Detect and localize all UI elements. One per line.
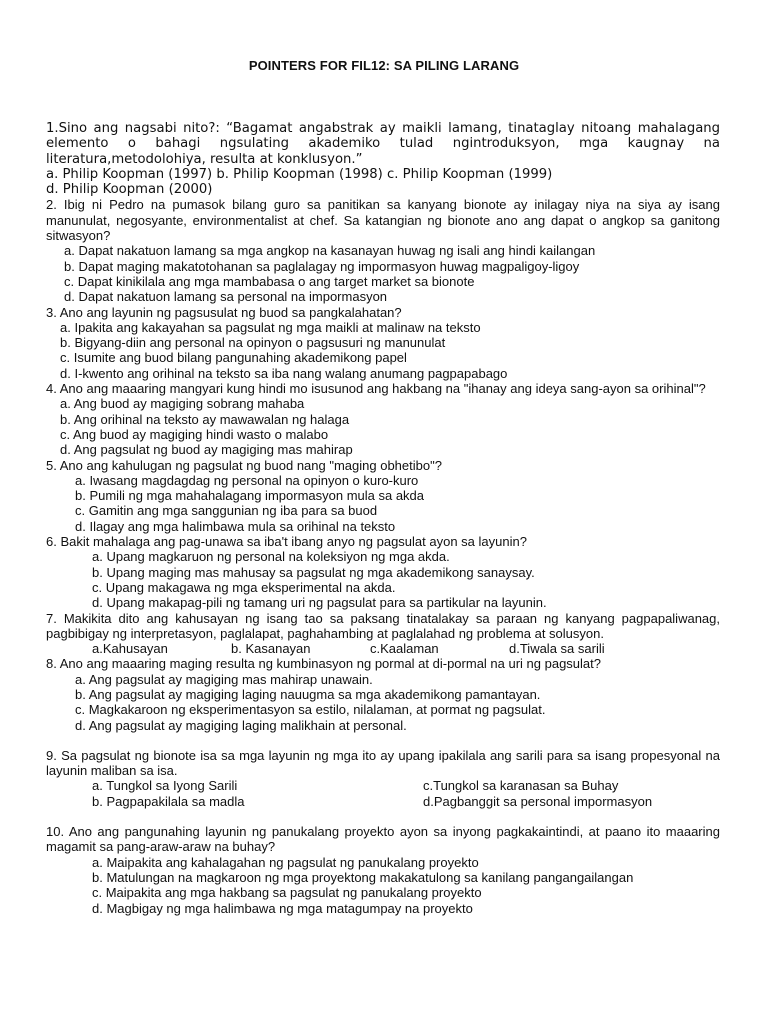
question-list [46, 121, 720, 916]
question-9 [46, 748, 720, 809]
question-10-option-a: a. Maipakita ang kahalagahan ng pagsulat ng panukalang proyekto [92, 854, 479, 870]
question-1-stem: 1.Sino ang nagsabi nito?: “Bagamat angabstrak ay maikli lamang, tinataglay nitoang mahalagang elemento o bahagi ngsulating akademiko tulad ngintroduksyon, mga kaugnay na literatura,metodolohiya, resulta at konklusyon.” [46, 121, 720, 167]
question-6 [46, 534, 720, 610]
question-3 [46, 305, 720, 381]
question-9-options [46, 778, 720, 809]
question-1-options-abc: a. Philip Koopman (1997) b. Philip Koopman (1998) c. Philip Koopman (1999) [46, 166, 553, 182]
question-2-option-a: a. Dapat nakatuon lamang sa mga angkop na kasanayan huwag ng isali ang hindi kailangan [64, 243, 596, 259]
question-4-option-c: c. Ang buod ay magiging hindi wasto o malabo [60, 426, 329, 442]
question-6-option-a: a. Upang magkaruon ng personal na koleksiyon ng mga akda. [92, 549, 450, 565]
question-10-option-b: b. Matulungan na magkaroon ng mga proyektong makakatulong sa kanilang pangangailangan [92, 869, 634, 885]
question-10 [46, 824, 720, 916]
question-8-option-c: c. Magkakaroon ng eksperimentasyon sa estilo, nilalaman, at pormat ng pagsulat. [75, 702, 546, 718]
question-3-stem: 3. Ano ang layunin ng pagsusulat ng buod sa pangkalahatan? [46, 304, 402, 320]
question-2-option-c: c. Dapat kinikilala ang mga mambabasa o ang target market sa bionote [64, 273, 475, 289]
question-1 [46, 121, 720, 197]
question-2-stem: 2. Ibig ni Pedro na pumasok bilang guro sa panitikan sa kanyang bionote ay inilagay niya na siya ay isang manunulat, negosyante, environmentalist at chef. Sa katangian ng bionote ano ang dapat o angkop sa ganitong sitwasyon? [46, 197, 720, 244]
question-9-option-a: a. Tungkol sa Iyong Sarili [92, 778, 238, 794]
question-3-option-a: a. Ipakita ang kakayahan sa pagsulat ng mga maikli at malinaw na teksto [60, 319, 481, 335]
question-5 [46, 458, 720, 534]
question-8 [46, 656, 720, 732]
question-4-option-b: b. Ang orihinal na teksto ay mawawalan ng halaga [60, 411, 350, 427]
question-8-option-d: d. Ang pagsulat ay magiging laging malikhain at personal. [75, 717, 407, 733]
question-8-option-b: b. Ang pagsulat ay magiging laging nauugma sa mga akademikong pamantayan. [75, 686, 541, 702]
question-8-option-a: a. Ang pagsulat ay magiging mas mahirap unawain. [75, 671, 373, 687]
question-7-options [46, 641, 720, 656]
question-5-option-a: a. Iwasang magdagdag ng personal na opinyon o kuro-kuro [75, 472, 419, 488]
question-4 [46, 381, 720, 457]
question-4-option-a: a. Ang buod ay magiging sobrang mahaba [60, 396, 305, 412]
question-6-option-b: b. Upang maging mas mahusay sa pagsulat ng mga akademikong sanaysay. [92, 564, 535, 580]
question-6-option-d: d. Upang makapag-pili ng tamang uri ng pagsulat para sa partikular na layunin. [92, 595, 547, 611]
question-3-option-c: c. Isumite ang buod bilang pangunahing akademikong papel [60, 350, 407, 366]
question-4-stem: 4. Ano ang maaaring mangyari kung hindi mo isusunod ang hakbang na "ihanay ang ideya sang-ayon sa orihinal"? [46, 381, 706, 397]
question-3-option-d: d. I-kwento ang orihinal na teksto sa iba nang walang anumang pagpapabago [60, 365, 508, 381]
question-6-option-c: c. Upang makagawa ng mga eksperimental na akda. [92, 579, 396, 595]
question-10-stem: 10. Ano ang pangunahing layunin ng panukalang proyekto ayon sa inyong pagkakaintindi, at paano ito maaaring magamit sa pang-araw-araw na buhay? [46, 824, 720, 855]
question-5-option-c: c. Gamitin ang mga sanggunian ng iba para sa buod [75, 503, 378, 519]
page-title: POINTERS FOR FIL12: SA PILING LARANG [248, 58, 520, 73]
question-2-option-d: d. Dapat nakatuon lamang sa personal na impormasyon [64, 289, 388, 305]
question-6-stem: 6. Bakit mahalaga ang pag-unawa sa iba't ibang anyo ng pagsulat ayon sa layunin? [46, 534, 527, 550]
question-9-option-d: d.Pagbanggit sa personal impormasyon [423, 793, 653, 809]
question-5-option-b: b. Pumili ng mga mahahalagang impormasyon mula sa akda [75, 488, 425, 504]
question-5-option-d: d. Ilagay ang mga halimbawa mula sa orihinal na teksto [75, 518, 396, 534]
question-2-option-b: b. Dapat maging makatotohanan sa paglalagay ng impormasyon huwag magpaligoy-ligoy [64, 258, 580, 274]
question-7-option-c: c.Kaalaman [370, 641, 439, 657]
question-10-option-d: d. Magbigay ng mga halimbawa ng mga matagumpay na proyekto [92, 900, 473, 916]
question-10-option-c: c. Maipakita ang mga hakbang sa pagsulat ng panukalang proyekto [92, 885, 482, 901]
question-4-option-d: d. Ang pagsulat ng buod ay magiging mas mahirap [60, 442, 353, 458]
question-7 [46, 611, 720, 657]
question-7-option-b: b. Kasanayan [231, 641, 311, 657]
question-8-stem: 8. Ano ang maaaring maging resulta ng kumbinasyon ng pormal at di-pormal na uri ng pagsulat? [46, 656, 602, 672]
spacer [46, 809, 720, 824]
question-1-option-d: d. Philip Koopman (2000) [46, 182, 213, 198]
question-7-stem: 7. Makikita dito ang kahusayan ng isang tao sa paksang tinatalakay sa paraan ng kanyang pagpapaliwanag, pagbibigay ng interpretasyon, paglalapat, paghahambing at paglalahad ng problema at solusyon. [46, 610, 720, 641]
question-7-option-d: d.Tiwala sa sarili [509, 641, 605, 657]
question-2 [46, 197, 720, 304]
question-3-option-b: b. Bigyang-diin ang personal na opinyon o pagsusuri ng manunulat [60, 335, 446, 351]
question-9-option-c: c.Tungkol sa karanasan sa Buhay [423, 778, 619, 794]
question-5-stem: 5. Ano ang kahulugan ng pagsulat ng buod nang "maging obhetibo"? [46, 457, 442, 473]
question-9-option-b: b. Pagpapakilala sa madla [92, 793, 245, 809]
spacer [46, 733, 720, 748]
question-9-stem: 9. Sa pagsulat ng bionote isa sa mga layunin ng mga ito ay upang ipakilala ang sarili para sa isang propesyonal na layunin maliban sa isa. [46, 747, 720, 779]
question-7-option-a: a.Kahusayan [92, 641, 168, 657]
